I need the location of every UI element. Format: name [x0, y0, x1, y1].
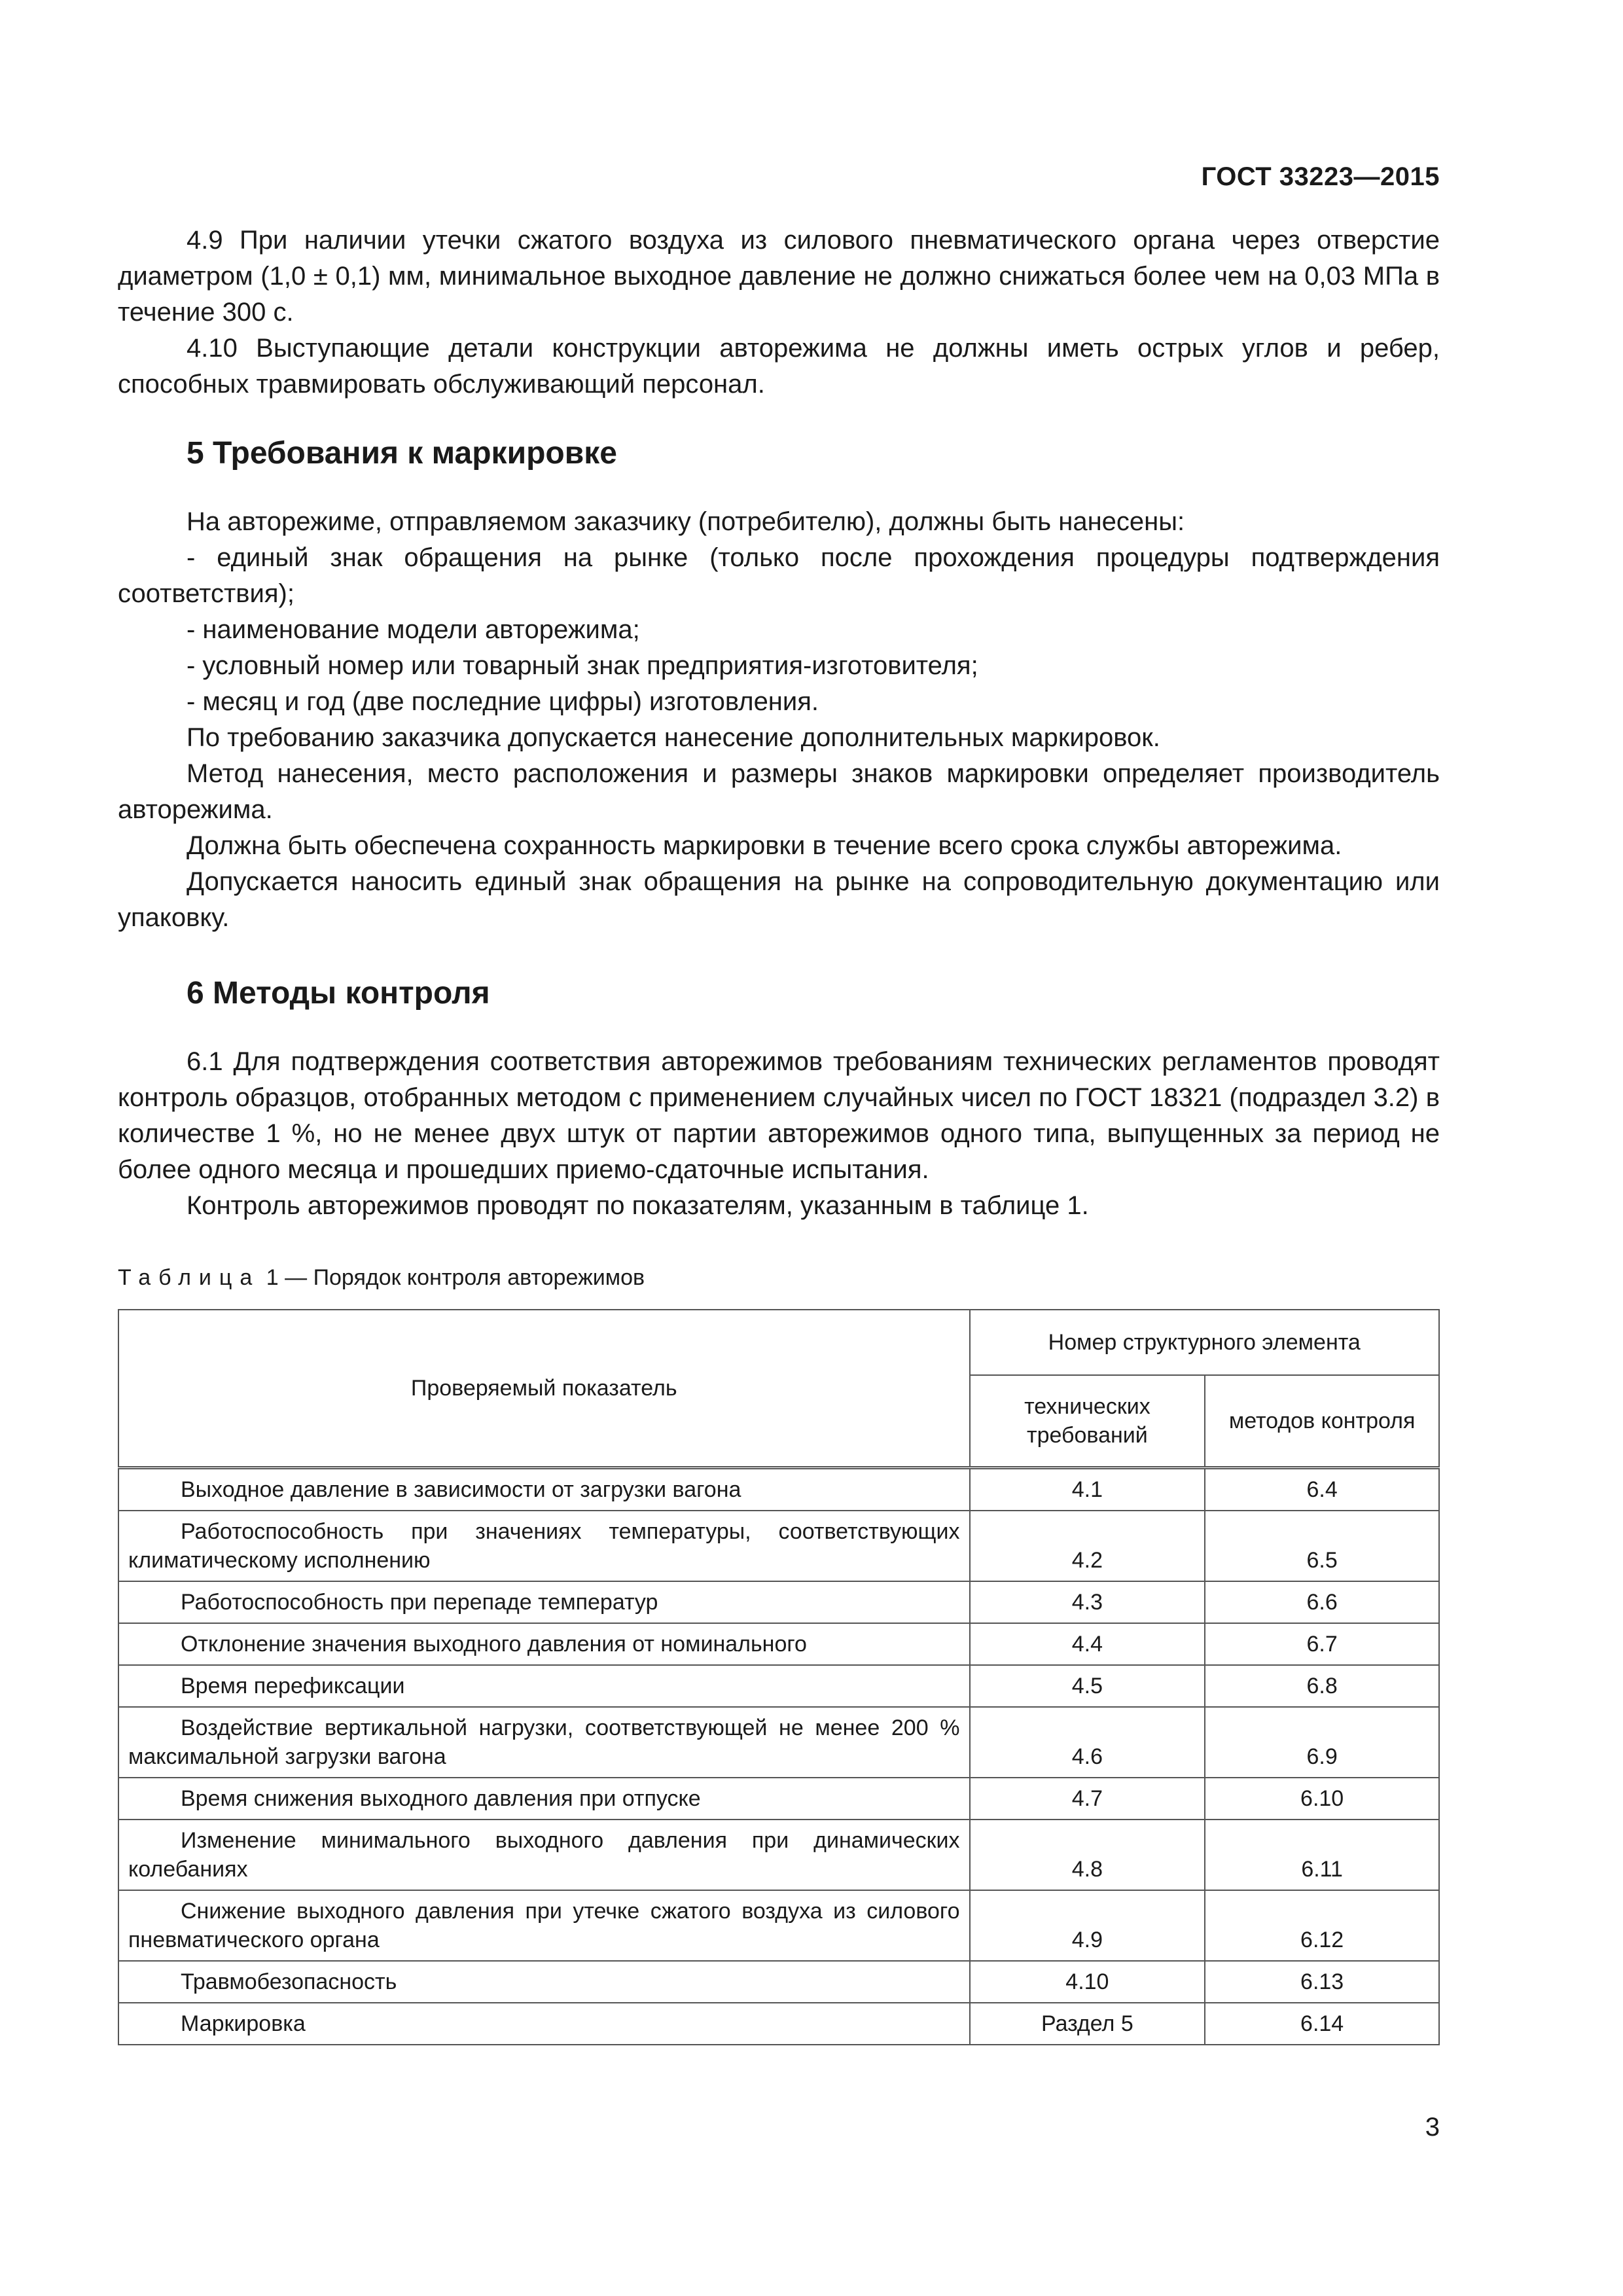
header-requirements: технических требований: [970, 1375, 1205, 1468]
row-requirement-ref: 4.5: [970, 1665, 1205, 1707]
row-requirement-ref: 4.4: [970, 1623, 1205, 1665]
table-row: [118, 1665, 1439, 1707]
row-method-ref: 6.7: [1205, 1623, 1439, 1665]
table-row: [118, 1820, 1439, 1890]
header-methods: методов контроля: [1205, 1375, 1439, 1468]
page-number: 3: [1425, 2113, 1440, 2142]
row-requirement-ref: 4.3: [970, 1581, 1205, 1623]
row-indicator: Работоспособность при значениях температуры, соответствующих климатическому исполнению: [118, 1511, 970, 1581]
row-requirement-ref: 4.10: [970, 1961, 1205, 2003]
row-requirement-ref: 4.6: [970, 1707, 1205, 1778]
row-indicator: Воздействие вертикальной нагрузки, соответствующей не менее 200 % максимальной загрузки вагона: [118, 1707, 970, 1778]
row-requirement-ref: Раздел 5: [970, 2003, 1205, 2045]
table-row: [118, 1961, 1439, 2003]
paragraph-6-1: 6.1 Для подтверждения соответствия авторежимов требованиям технических регламентов проводят контроль образцов, отобранных методом с применением случайных чисел по ГОСТ 18321 (подраздел 3.2) в количестве 1 %, но не менее двух штук от партии авторежимов одного типа, выпущенных за период не более одного месяца и прошедших приемо-сдаточные испытания.: [118, 1047, 1440, 1184]
row-indicator: Маркировка: [118, 2003, 970, 2045]
row-indicator: Выходное давление в зависимости от загрузки вагона: [118, 1468, 970, 1511]
row-requirement-ref: 4.7: [970, 1778, 1205, 1820]
row-indicator: Снижение выходного давления при утечке сжатого воздуха из силового пневматического органа: [118, 1890, 970, 1961]
table-row: [118, 1581, 1439, 1623]
row-requirement-ref: 4.2: [970, 1511, 1205, 1581]
header-indicator: Проверяемый показатель: [118, 1310, 970, 1468]
row-method-ref: 6.10: [1205, 1778, 1439, 1820]
row-indicator: Отклонение значения выходного давления от номинального: [118, 1623, 970, 1665]
document-code: ГОСТ 33223—2015: [1201, 162, 1440, 191]
row-method-ref: 6.6: [1205, 1581, 1439, 1623]
table-row: [118, 1707, 1439, 1778]
row-method-ref: 6.12: [1205, 1890, 1439, 1961]
paragraph: По требованию заказчика допускается нанесение дополнительных маркировок.: [187, 723, 1160, 752]
row-method-ref: 6.13: [1205, 1961, 1439, 2003]
page-body: [118, 223, 1440, 2045]
header-element-number: Номер структурного элемента: [970, 1310, 1440, 1375]
paragraph-4-10: 4.10 Выступающие детали конструкции авторежима не должны иметь острых углов и ребер, способных травмировать обслуживающий персонал.: [118, 334, 1440, 399]
row-method-ref: 6.4: [1205, 1468, 1439, 1511]
table-row: [118, 1778, 1439, 1820]
row-requirement-ref: 4.9: [970, 1890, 1205, 1961]
row-indicator: Время снижения выходного давления при отпуске: [118, 1778, 970, 1820]
row-method-ref: 6.8: [1205, 1665, 1439, 1707]
row-method-ref: 6.9: [1205, 1707, 1439, 1778]
section-6-title: 6 Методы контроля: [187, 976, 490, 1011]
table-caption-label: Таблица: [118, 1265, 260, 1290]
table-caption: [118, 1265, 1440, 1291]
paragraph: Контроль авторежимов проводят по показателям, указанным в таблице 1.: [187, 1191, 1089, 1220]
section-5-title: 5 Требования к маркировке: [187, 436, 617, 471]
table-row: [118, 1468, 1439, 1511]
list-item: - условный номер или товарный знак предприятия-изготовителя;: [187, 651, 978, 680]
row-indicator: Время перефиксации: [118, 1665, 970, 1707]
section-5-lead: На авторежиме, отправляемом заказчику (потребителю), должны быть нанесены:: [187, 507, 1185, 536]
row-method-ref: 6.11: [1205, 1820, 1439, 1890]
paragraph: Должна быть обеспечена сохранность маркировки в течение всего срока службы авторежима.: [187, 831, 1342, 860]
table-row: [118, 2003, 1439, 2045]
row-indicator: Изменение минимального выходного давления при динамических колебаниях: [118, 1820, 970, 1890]
row-method-ref: 6.14: [1205, 2003, 1439, 2045]
list-item: - наименование модели авторежима;: [187, 615, 640, 644]
table-row: [118, 1511, 1439, 1581]
row-indicator: Травмобезопасность: [118, 1961, 970, 2003]
list-item: - единый знак обращения на рынке (только после прохождения процедуры подтверждения соответствия);: [118, 543, 1440, 608]
row-requirement-ref: 4.1: [970, 1468, 1205, 1511]
paragraph: Метод нанесения, место расположения и размеры знаков маркировки определяет производитель авторежима.: [118, 759, 1440, 824]
control-order-table: [118, 1309, 1440, 2045]
row-indicator: Работоспособность при перепаде температур: [118, 1581, 970, 1623]
paragraph-4-9: 4.9 При наличии утечки сжатого воздуха из силового пневматического органа через отверстие диаметром (1,0 ± 0,1) мм, минимальное выходное давление не должно снижаться более чем на 0,03 МПа в течение 300 с.: [118, 226, 1440, 327]
table-caption-text: 1 — Порядок контроля авторежимов: [266, 1265, 645, 1290]
row-method-ref: 6.5: [1205, 1511, 1439, 1581]
paragraph: Допускается наносить единый знак обращения на рынке на сопроводительную документацию или упаковку.: [118, 867, 1440, 932]
table-row: [118, 1623, 1439, 1665]
table-row: [118, 1890, 1439, 1961]
row-requirement-ref: 4.8: [970, 1820, 1205, 1890]
list-item: - месяц и год (две последние цифры) изготовления.: [187, 687, 819, 716]
